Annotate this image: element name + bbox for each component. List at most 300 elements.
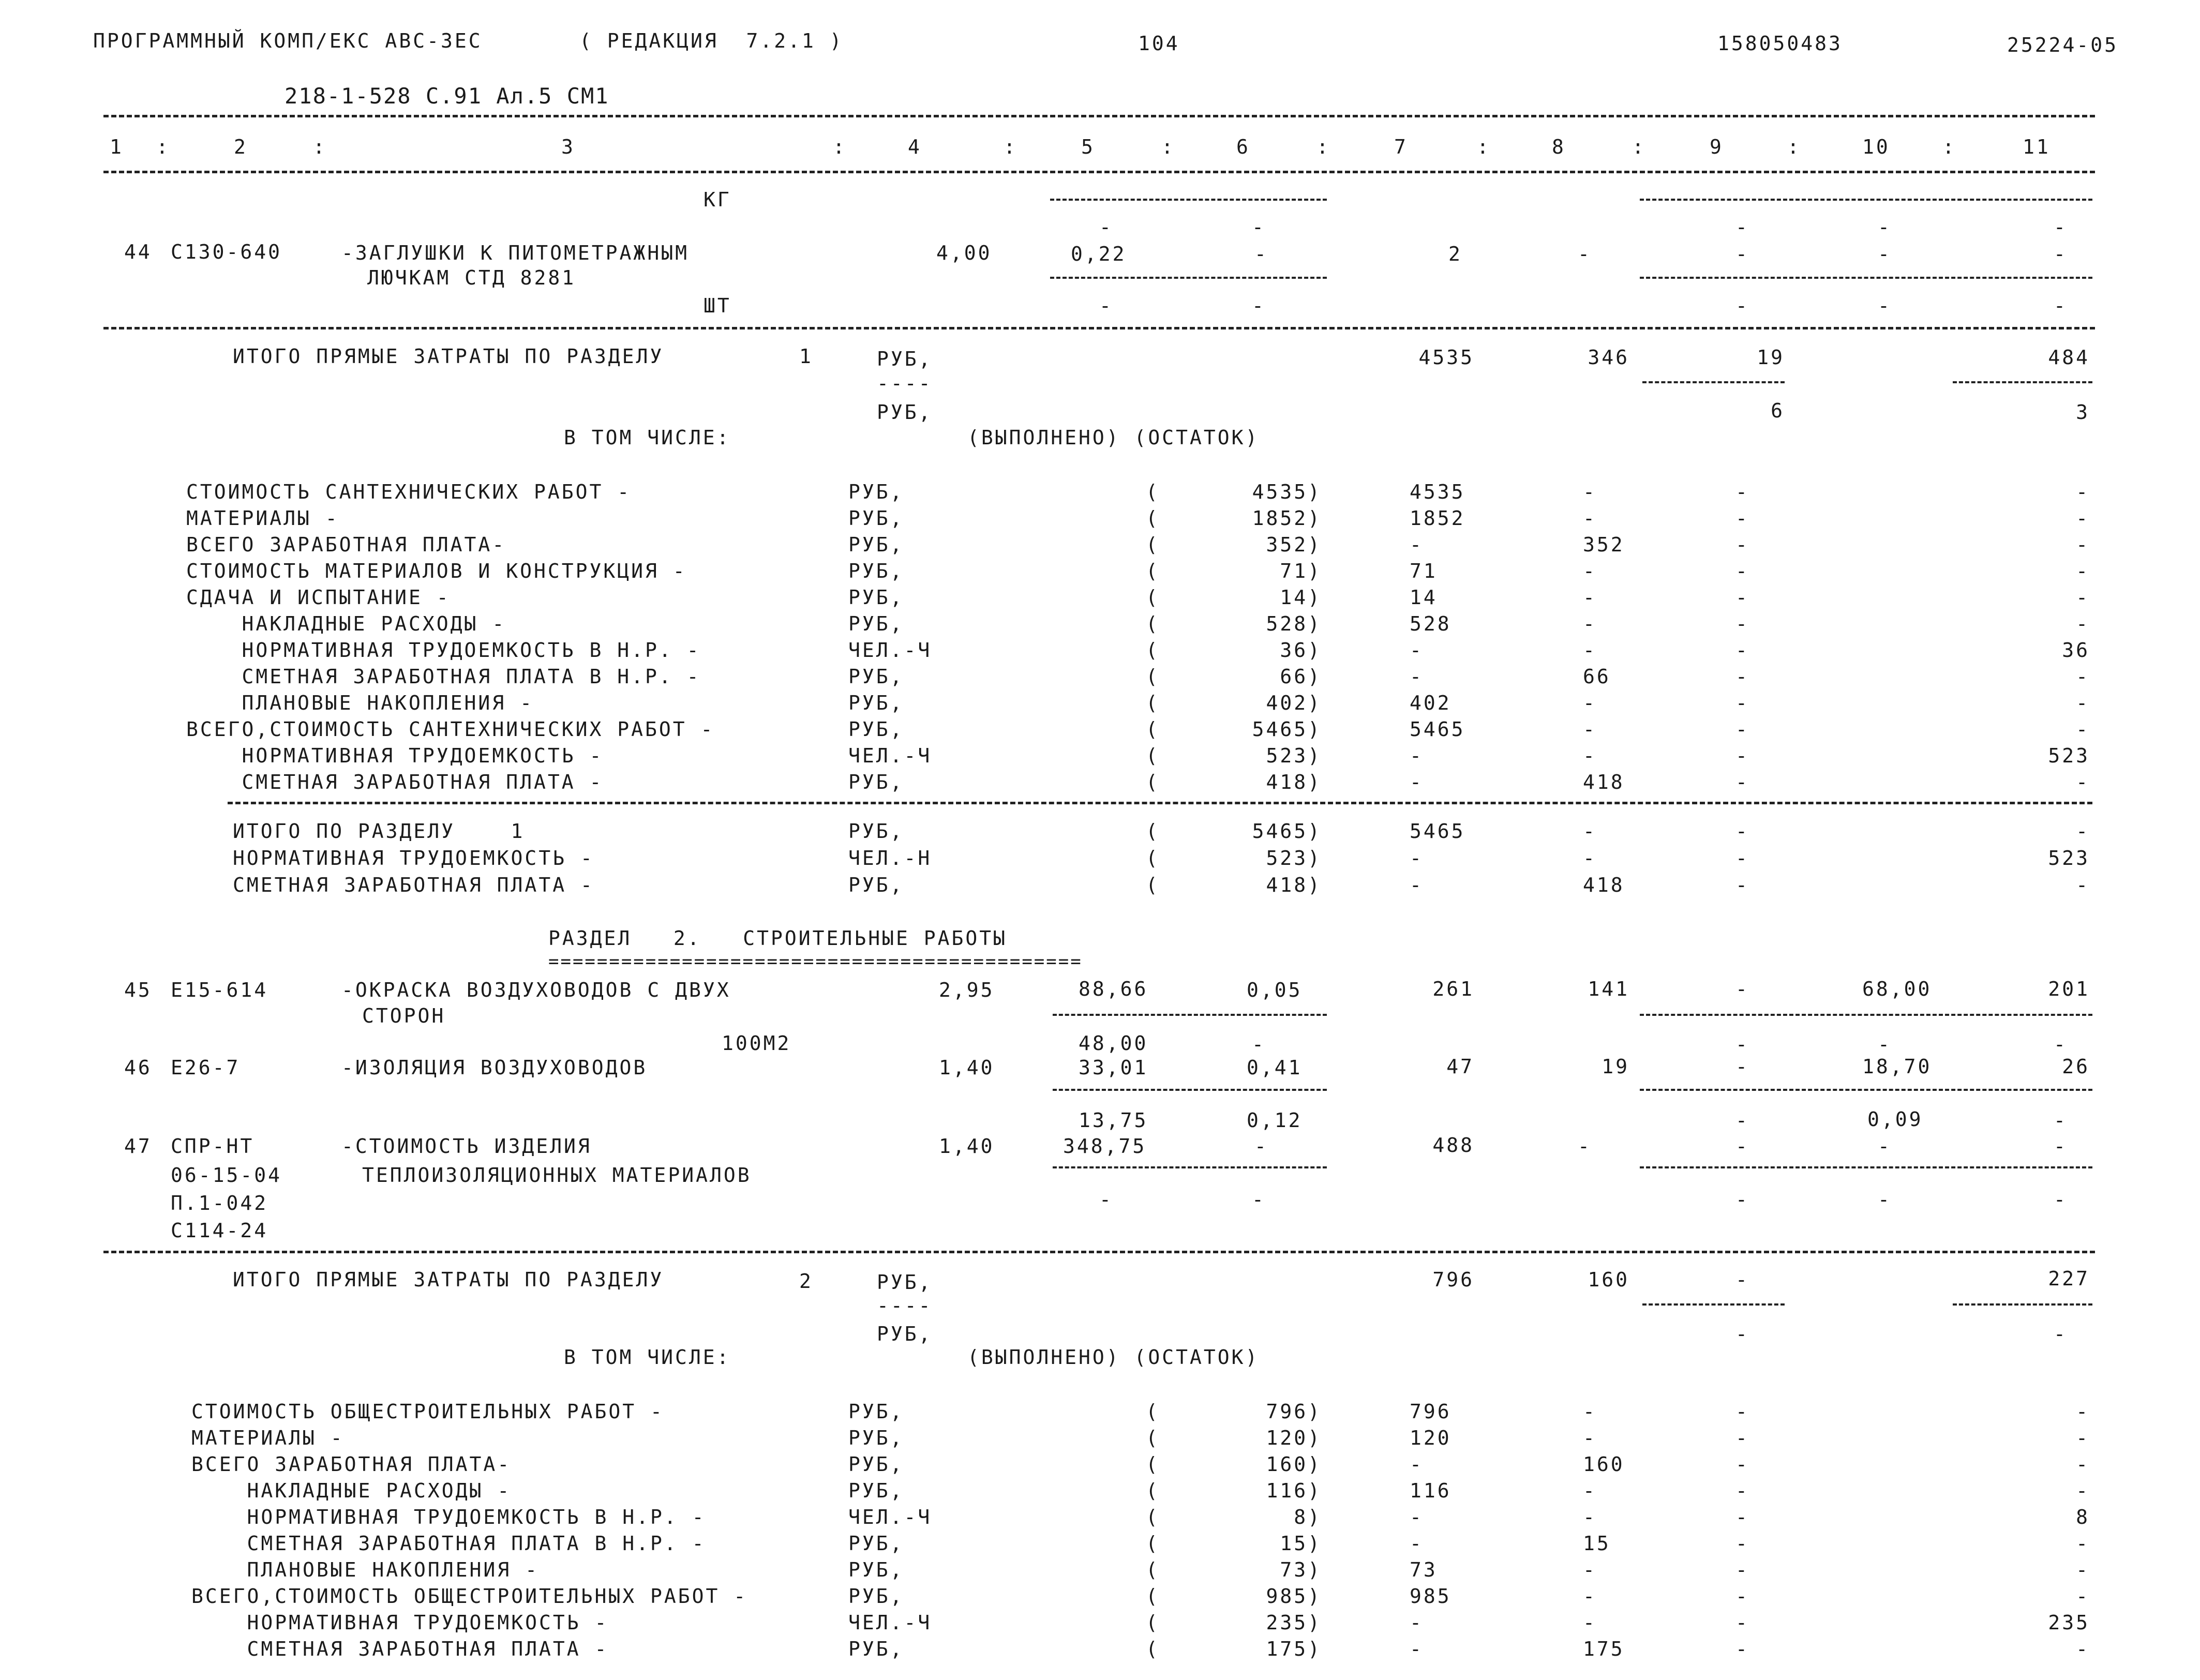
line-wages: - xyxy=(1583,560,1597,582)
line-wages: - xyxy=(1583,1585,1597,1608)
line-machines: - xyxy=(1735,1585,1749,1608)
open-bracket: ( xyxy=(1146,1638,1160,1660)
line-cost: - xyxy=(1410,1611,1424,1634)
line-wages: 418 xyxy=(1583,874,1625,896)
dash-line xyxy=(1050,199,1327,201)
row-labor-norm: 68,00 xyxy=(1862,978,1932,1000)
line-unit: РУБ, xyxy=(848,718,904,741)
line-cost: 14 xyxy=(1410,586,1438,609)
program-name: ПРОГРАММНЫЙ КОМП/ЕКС АВС-ЗЕС xyxy=(93,29,483,52)
unit-label: РУБ, xyxy=(877,1323,933,1345)
dash-line xyxy=(1053,1014,1327,1016)
line-wages: - xyxy=(1583,1479,1597,1502)
line-labor: - xyxy=(2076,692,2090,714)
row-number: 45 xyxy=(124,979,152,1001)
line-completed: 175) xyxy=(1266,1638,1322,1660)
open-bracket: ( xyxy=(1146,847,1160,869)
row-number: 47 xyxy=(124,1135,152,1158)
dash-line xyxy=(1642,1303,1785,1306)
dash-mark: - xyxy=(1735,1323,1749,1345)
line-machines: - xyxy=(1735,1558,1749,1581)
line-wages: - xyxy=(1583,718,1597,741)
col-header-9: 9 xyxy=(1710,136,1724,158)
line-completed: 796) xyxy=(1266,1400,1322,1423)
line-cost: - xyxy=(1410,744,1424,767)
row-code: Е26-7 xyxy=(171,1056,241,1079)
line-label: ВСЕГО ЗАРАБОТНАЯ ПЛАТА- xyxy=(191,1453,512,1476)
row-wages: 141 xyxy=(1588,978,1629,1000)
line-labor: - xyxy=(2076,586,2090,609)
line-unit: ЧЕЛ.-Ч xyxy=(848,1611,932,1634)
open-bracket: ( xyxy=(1146,1453,1160,1476)
line-cost: 116 xyxy=(1410,1479,1451,1502)
line-label: СТОИМОСТЬ МАТЕРИАЛОВ И КОНСТРУКЦИЯ - xyxy=(186,560,687,582)
line-wages: 175 xyxy=(1583,1638,1625,1660)
col-sep: : xyxy=(1477,136,1491,158)
unit-label: РУБ, xyxy=(877,348,933,370)
line-labor: 36 xyxy=(2062,639,2090,662)
line-labor: - xyxy=(2076,612,2090,635)
total-wages: 346 xyxy=(1588,346,1629,369)
line-wages: - xyxy=(1583,612,1597,635)
open-bracket: ( xyxy=(1146,771,1160,793)
total-direct-cost: 4535 xyxy=(1418,346,1474,369)
line-unit: РУБ, xyxy=(848,665,904,688)
line-unit: РУБ, xyxy=(848,820,904,843)
dash-mark: - xyxy=(1735,1188,1749,1211)
line-machines: - xyxy=(1735,1506,1749,1528)
section-total-label: ИТОГО ПРЯМЫЕ ЗАТРАТЫ ПО РАЗДЕЛУ xyxy=(233,345,664,368)
line-label: МАТЕРИАЛЫ - xyxy=(191,1427,345,1449)
dash-mark: - xyxy=(1878,1188,1892,1211)
line-labor: - xyxy=(2076,874,2090,896)
subtotal-rule xyxy=(228,802,2092,804)
including-label: В ТОМ ЧИСЛЕ: xyxy=(564,1346,731,1369)
line-labor: - xyxy=(2076,1479,2090,1502)
col-header-7: 7 xyxy=(1394,136,1408,158)
dash-mark: - xyxy=(1878,1135,1892,1158)
col-header-5: 5 xyxy=(1081,136,1095,158)
line-labor: - xyxy=(2076,533,2090,556)
open-bracket: ( xyxy=(1146,1558,1160,1581)
unit-label: 100М2 xyxy=(722,1032,791,1055)
row-qty: 1,40 xyxy=(939,1135,995,1158)
row-code: С130-640 xyxy=(171,241,282,263)
line-unit: ЧЕЛ.-Ч xyxy=(848,1506,932,1528)
line-label: СТОИМОСТЬ ОБЩЕСТРОИТЕЛЬНЫХ РАБОТ - xyxy=(191,1400,664,1423)
line-wages: - xyxy=(1583,586,1597,609)
line-wages: - xyxy=(1583,481,1597,503)
dash-mark: - xyxy=(1878,243,1892,265)
line-labor: - xyxy=(2076,1532,2090,1555)
col-sep: : xyxy=(1632,136,1646,158)
column-header-rule xyxy=(103,171,2095,173)
line-wages: - xyxy=(1583,820,1597,843)
line-completed: 523) xyxy=(1266,744,1322,767)
line-unit: ЧЕЛ.-Ч xyxy=(848,744,932,767)
total-machines-wages: 6 xyxy=(1771,399,1785,422)
dash-mark: - xyxy=(1099,294,1113,317)
line-labor: - xyxy=(2076,718,2090,741)
estimate-reference: 218-1-528 С.91 Ал.5 СМ1 xyxy=(285,83,609,109)
line-unit: РУБ, xyxy=(848,771,904,793)
open-bracket: ( xyxy=(1146,1427,1160,1449)
col-header-6: 6 xyxy=(1236,136,1250,158)
line-labor: 235 xyxy=(2048,1611,2090,1634)
open-bracket: ( xyxy=(1146,612,1160,635)
line-labor: - xyxy=(2076,1585,2090,1608)
line-wages: - xyxy=(1583,639,1597,662)
line-completed: 5465) xyxy=(1252,718,1322,741)
line-machines: - xyxy=(1735,1427,1749,1449)
dash-mark: - xyxy=(1578,1135,1592,1158)
col-sep: : xyxy=(1787,136,1801,158)
line-cost: 528 xyxy=(1410,612,1451,635)
line-labor: - xyxy=(2076,1400,2090,1423)
dash-mark: - xyxy=(1735,1055,1749,1078)
line-machines: - xyxy=(1735,771,1749,793)
line-machines: - xyxy=(1735,533,1749,556)
row-unit-price: 348,75 xyxy=(1063,1135,1147,1158)
line-label: СТОИМОСТЬ САНТЕХНИЧЕСКИХ РАБОТ - xyxy=(186,481,632,503)
line-unit: РУБ, xyxy=(848,1400,904,1423)
line-wages: 352 xyxy=(1583,533,1625,556)
line-labor: - xyxy=(2076,1558,2090,1581)
line-machines: - xyxy=(1735,1400,1749,1423)
line-machines: - xyxy=(1735,847,1749,869)
col-header-8: 8 xyxy=(1552,136,1566,158)
section-number: 2 xyxy=(799,1270,813,1293)
row-unit-price: 0,22 xyxy=(1071,243,1127,265)
line-completed: 5465) xyxy=(1252,820,1322,843)
line-label: ВСЕГО,СТОИМОСТЬ САНТЕХНИЧЕСКИХ РАБОТ - xyxy=(186,718,715,741)
line-completed: 14) xyxy=(1280,586,1322,609)
dash-mark: - xyxy=(1578,243,1592,265)
line-unit: РУБ, xyxy=(848,1585,904,1608)
line-completed: 985) xyxy=(1266,1585,1322,1608)
col-sep: : xyxy=(1316,136,1330,158)
open-bracket: ( xyxy=(1146,507,1160,530)
row-cost: 2 xyxy=(1448,243,1462,265)
line-unit: РУБ, xyxy=(848,507,904,530)
row-code: П.1-042 xyxy=(171,1192,268,1214)
line-cost: 1852 xyxy=(1410,507,1465,530)
dash-line xyxy=(1953,1303,2092,1306)
section-total-label: ИТОГО ПРЯМЫЕ ЗАТРАТЫ ПО РАЗДЕЛУ xyxy=(233,1268,664,1291)
line-wages: - xyxy=(1583,744,1597,767)
open-bracket: ( xyxy=(1146,820,1160,843)
line-label: НОРМАТИВНАЯ ТРУДОЕМКОСТЬ - xyxy=(233,847,594,869)
row-number: 46 xyxy=(124,1056,152,1079)
dash-mark: - xyxy=(1252,216,1266,238)
row-qty: 4,00 xyxy=(936,242,992,264)
line-completed: 1852) xyxy=(1252,507,1322,530)
dash-mark: - xyxy=(1252,1188,1266,1211)
open-bracket: ( xyxy=(1146,586,1160,609)
line-completed: 120) xyxy=(1266,1427,1322,1449)
open-bracket: ( xyxy=(1146,744,1160,767)
section-number: 1 xyxy=(799,345,813,368)
open-bracket: ( xyxy=(1146,560,1160,582)
row-cost: 488 xyxy=(1432,1134,1474,1157)
line-label: СМЕТНАЯ ЗАРАБОТНАЯ ПЛАТА - xyxy=(191,1638,609,1660)
line-completed: 418) xyxy=(1266,874,1322,896)
row-qty: 1,40 xyxy=(939,1056,995,1079)
line-unit: РУБ, xyxy=(848,692,904,714)
dash-mark: - xyxy=(2054,1109,2068,1132)
row-wage-per-unit: 0,12 xyxy=(1247,1109,1303,1132)
line-machines: - xyxy=(1735,1479,1749,1502)
open-bracket: ( xyxy=(1146,533,1160,556)
line-label: ПЛАНОВЫЕ НАКОПЛЕНИЯ - xyxy=(186,692,534,714)
row-name-cont: ТЕПЛОИЗОЛЯЦИОННЫХ МАТЕРИАЛОВ xyxy=(362,1164,752,1187)
line-unit: РУБ, xyxy=(848,612,904,635)
line-wages: - xyxy=(1583,1400,1597,1423)
line-cost: 402 xyxy=(1410,692,1451,714)
line-unit: РУБ, xyxy=(848,481,904,503)
line-label: ИТОГО ПО РАЗДЕЛУ 1 xyxy=(233,820,525,843)
line-machines: - xyxy=(1735,586,1749,609)
line-unit: ЧЕЛ.-Ч xyxy=(848,639,932,662)
line-label: ВСЕГО,СТОИМОСТЬ ОБЩЕСТРОИТЕЛЬНЫХ РАБОТ - xyxy=(191,1585,748,1608)
row-unit-price: 33,01 xyxy=(1079,1056,1148,1079)
line-labor: 523 xyxy=(2048,744,2090,767)
open-bracket: ( xyxy=(1146,874,1160,896)
line-cost: 5465 xyxy=(1410,718,1465,741)
line-wages: - xyxy=(1583,507,1597,530)
dash-mark: - xyxy=(2054,243,2068,265)
header-rule xyxy=(103,115,2095,117)
line-labor: - xyxy=(2076,507,2090,530)
row-name: -ЗАГЛУШКИ К ПИТОМЕТРАЖНЫМ xyxy=(341,242,689,264)
row-labor-norm: 18,70 xyxy=(1862,1055,1932,1078)
line-unit: РУБ, xyxy=(848,1427,904,1449)
line-cost: - xyxy=(1410,1532,1424,1555)
line-labor: 8 xyxy=(2076,1506,2090,1528)
total-machines: 19 xyxy=(1757,346,1785,369)
line-cost: - xyxy=(1410,874,1424,896)
line-label: НОРМАТИВНАЯ ТРУДОЕМКОСТЬ - xyxy=(191,1611,609,1634)
line-machines: - xyxy=(1735,692,1749,714)
line-completed: 528) xyxy=(1266,612,1322,635)
line-wages: 15 xyxy=(1583,1532,1611,1555)
col-sep: : xyxy=(1942,136,1956,158)
total-labor: 484 xyxy=(2048,346,2090,369)
open-bracket: ( xyxy=(1146,1479,1160,1502)
dash-mark: - xyxy=(1878,216,1892,238)
line-wages: 160 xyxy=(1583,1453,1625,1476)
open-bracket: ( xyxy=(1146,718,1160,741)
line-machines: - xyxy=(1735,1638,1749,1660)
line-unit: РУБ, xyxy=(848,533,904,556)
unit-label: ШТ xyxy=(704,294,731,317)
row-name: -СТОИМОСТЬ ИЗДЕЛИЯ xyxy=(341,1135,592,1158)
dash-line xyxy=(1053,1166,1327,1168)
row-wage-rate: 13,75 xyxy=(1079,1109,1148,1132)
document-code: 158050483 xyxy=(1717,32,1843,55)
dash-separator: ---- xyxy=(877,1294,933,1317)
dash-separator: ---- xyxy=(877,372,933,395)
line-wages: - xyxy=(1583,1427,1597,1449)
section-rule xyxy=(103,1251,2095,1253)
line-labor: - xyxy=(2076,1453,2090,1476)
dash-mark: - xyxy=(1878,294,1892,317)
col-header-11: 11 xyxy=(2023,136,2051,158)
total-wages: 160 xyxy=(1588,1268,1629,1291)
total-direct-cost: 796 xyxy=(1432,1268,1474,1291)
row-cost: 261 xyxy=(1432,978,1474,1000)
dash-mark: - xyxy=(1254,243,1268,265)
line-wages: - xyxy=(1583,1558,1597,1581)
dash-mark: - xyxy=(1735,1268,1749,1291)
line-label: НАКЛАДНЫЕ РАСХОДЫ - xyxy=(186,612,506,635)
line-completed: 352) xyxy=(1266,533,1322,556)
line-label: СДАЧА И ИСПЫТАНИЕ - xyxy=(186,586,451,609)
row-name-cont: СТОРОН xyxy=(362,1004,446,1027)
row-code: С114-24 xyxy=(171,1219,268,1242)
total-labor: 227 xyxy=(2048,1267,2090,1290)
line-cost: 120 xyxy=(1410,1427,1451,1449)
line-labor: - xyxy=(2076,481,2090,503)
row-qty: 2,95 xyxy=(939,979,995,1001)
row-labor: 201 xyxy=(2048,978,2090,1000)
line-machines: - xyxy=(1735,718,1749,741)
line-machines: - xyxy=(1735,1611,1749,1634)
dash-mark: - xyxy=(1252,1033,1266,1056)
line-cost: 4535 xyxy=(1410,481,1465,503)
line-wages: - xyxy=(1583,1611,1597,1634)
dash-mark: - xyxy=(1735,978,1749,1000)
row-number: 44 xyxy=(124,241,152,263)
dash-line xyxy=(1640,1014,2092,1016)
line-labor: - xyxy=(2076,665,2090,688)
row-name-cont: ЛЮЧКАМ СТД 8281 xyxy=(367,266,576,289)
section2-title: РАЗДЕЛ 2. СТРОИТЕЛЬНЫЕ РАБОТЫ xyxy=(548,927,1007,950)
document-number: 25224-05 xyxy=(2007,34,2119,56)
line-label: СМЕТНАЯ ЗАРАБОТНАЯ ПЛАТА В Н.Р. - xyxy=(186,665,701,688)
line-machines: - xyxy=(1735,507,1749,530)
dash-mark: - xyxy=(1099,216,1113,238)
line-wages: - xyxy=(1583,1506,1597,1528)
unit-label: РУБ, xyxy=(877,401,933,424)
row-unit-wage: 0,41 xyxy=(1247,1056,1303,1079)
col-header-2: 2 xyxy=(234,136,248,158)
line-labor: - xyxy=(2076,771,2090,793)
open-bracket: ( xyxy=(1146,1532,1160,1555)
line-cost: 985 xyxy=(1410,1585,1451,1608)
status-columns: (ВЫПОЛНЕНО) (ОСТАТОК) xyxy=(967,1346,1260,1369)
line-cost: 5465 xyxy=(1410,820,1465,843)
row-code: 06-15-04 xyxy=(171,1164,282,1187)
line-machines: - xyxy=(1735,820,1749,843)
row-unit-wage: 0,05 xyxy=(1247,979,1303,1001)
line-machines: - xyxy=(1735,560,1749,582)
dash-mark: - xyxy=(1099,1188,1113,1211)
col-header-4: 4 xyxy=(908,136,922,158)
dash-line xyxy=(1640,199,2092,201)
line-unit: РУБ, xyxy=(848,1532,904,1555)
line-labor: 523 xyxy=(2048,847,2090,869)
line-unit: ЧЕЛ.-Н xyxy=(848,847,932,869)
line-cost: 71 xyxy=(1410,560,1438,582)
col-sep: : xyxy=(156,136,170,158)
section-rule xyxy=(103,327,2095,329)
line-unit: РУБ, xyxy=(848,1638,904,1660)
line-machines: - xyxy=(1735,1532,1749,1555)
line-machines: - xyxy=(1735,744,1749,767)
line-machines: - xyxy=(1735,481,1749,503)
line-labor: - xyxy=(2076,820,2090,843)
line-completed: 235) xyxy=(1266,1611,1322,1634)
row-labor-norm-b: 0,09 xyxy=(1867,1108,1923,1131)
dash-line xyxy=(1053,1089,1327,1091)
dash-mark: - xyxy=(2054,1323,2068,1345)
status-columns: (ВЫПОЛНЕНО) (ОСТАТОК) xyxy=(967,426,1260,449)
line-completed: 402) xyxy=(1266,692,1322,714)
open-bracket: ( xyxy=(1146,692,1160,714)
dash-mark: - xyxy=(1735,1033,1749,1056)
line-label: НОРМАТИВНАЯ ТРУДОЕМКОСТЬ В Н.Р. - xyxy=(191,1506,706,1528)
row-cost: 47 xyxy=(1446,1055,1474,1078)
line-completed: 15) xyxy=(1280,1532,1322,1555)
col-sep: : xyxy=(313,136,327,158)
line-completed: 73) xyxy=(1280,1558,1322,1581)
dash-mark: - xyxy=(1735,243,1749,265)
row-name: -ОКРАСКА ВОЗДУХОВОДОВ С ДВУХ xyxy=(341,979,731,1001)
line-machines: - xyxy=(1735,1453,1749,1476)
line-wages: - xyxy=(1583,692,1597,714)
unit-label: РУБ, xyxy=(877,1271,933,1294)
line-completed: 4535) xyxy=(1252,481,1322,503)
line-unit: РУБ, xyxy=(848,1479,904,1502)
col-sep: : xyxy=(1004,136,1017,158)
line-completed: 116) xyxy=(1266,1479,1322,1502)
dash-line xyxy=(1953,381,2092,383)
dash-line xyxy=(1640,1089,2092,1091)
open-bracket: ( xyxy=(1146,1611,1160,1634)
line-completed: 36) xyxy=(1280,639,1322,662)
col-header-1: 1 xyxy=(110,136,124,158)
line-unit: РУБ, xyxy=(848,1558,904,1581)
line-cost: 796 xyxy=(1410,1400,1451,1423)
line-cost: - xyxy=(1410,639,1424,662)
line-label: СМЕТНАЯ ЗАРАБОТНАЯ ПЛАТА В Н.Р. - xyxy=(191,1532,706,1555)
line-wages: - xyxy=(1583,847,1597,869)
dash-mark: - xyxy=(1735,216,1749,238)
line-cost: - xyxy=(1410,1638,1424,1660)
line-wages: 418 xyxy=(1583,771,1625,793)
line-unit: РУБ, xyxy=(848,1453,904,1476)
including-label: В ТОМ ЧИСЛЕ: xyxy=(564,426,731,449)
dash-mark: - xyxy=(1254,1135,1268,1158)
line-label: СМЕТНАЯ ЗАРАБОТНАЯ ПЛАТА - xyxy=(233,874,594,896)
col-sep: : xyxy=(833,136,847,158)
line-labor: - xyxy=(2076,1427,2090,1449)
dash-mark: - xyxy=(2054,1033,2068,1056)
row-code: Е15-614 xyxy=(171,979,268,1001)
line-label: НАКЛАДНЫЕ РАСХОДЫ - xyxy=(191,1479,512,1502)
open-bracket: ( xyxy=(1146,639,1160,662)
line-label: ПЛАНОВЫЕ НАКОПЛЕНИЯ - xyxy=(191,1558,539,1581)
line-label: СМЕТНАЯ ЗАРАБОТНАЯ ПЛАТА - xyxy=(186,771,604,793)
open-bracket: ( xyxy=(1146,481,1160,503)
line-machines: - xyxy=(1735,612,1749,635)
dash-line xyxy=(1050,277,1327,279)
line-wages: 66 xyxy=(1583,665,1611,688)
total-labor-b: 3 xyxy=(2076,401,2090,424)
line-machines: - xyxy=(1735,665,1749,688)
col-sep: : xyxy=(1161,136,1175,158)
